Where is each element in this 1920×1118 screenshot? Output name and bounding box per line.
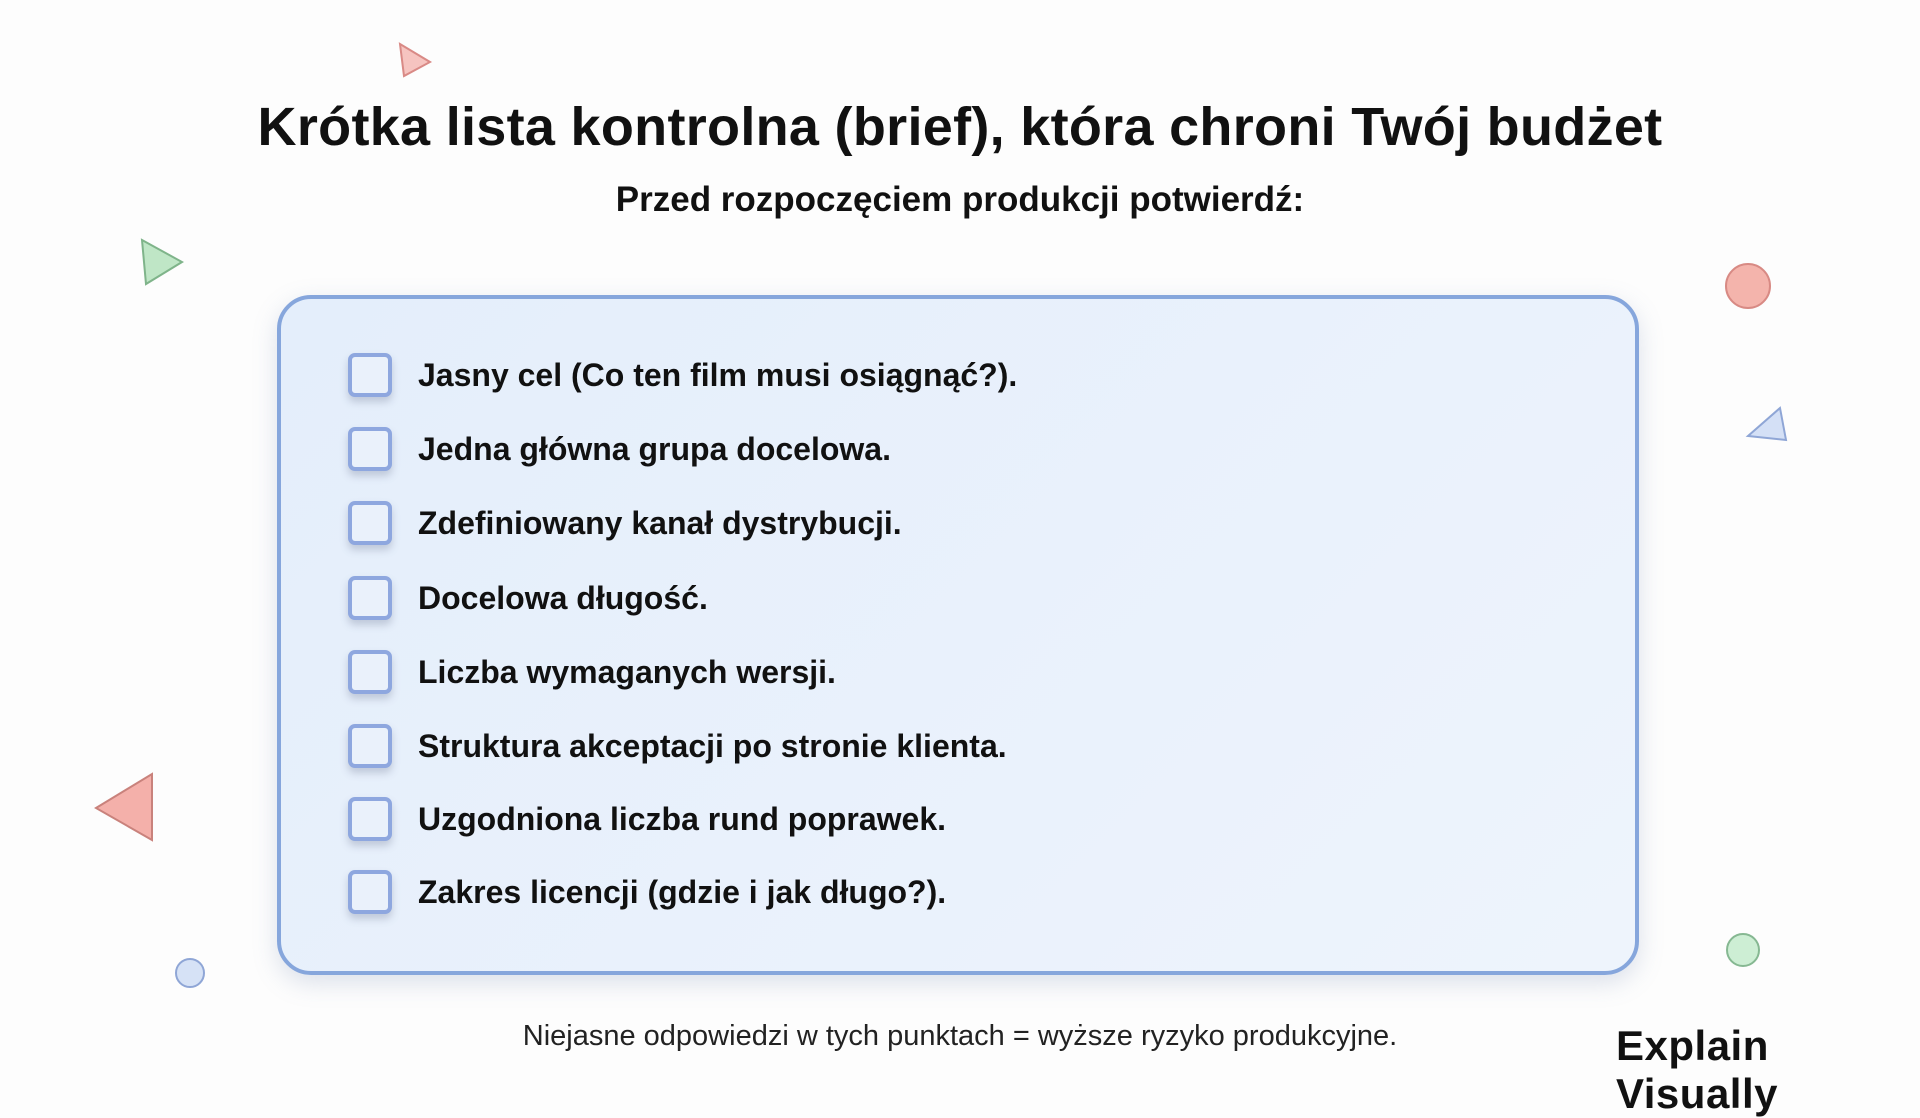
checklist-item-label: Jedna główna grupa docelowa. xyxy=(418,430,891,467)
checkbox[interactable] xyxy=(348,797,392,841)
page-title: Krótka lista kontrolna (brief), która chroni Twój budżet xyxy=(257,97,1663,157)
checklist-item-label: Uzgodniona liczba rund poprawek. xyxy=(418,800,947,837)
triangle-icon xyxy=(1748,408,1786,440)
circle-icon xyxy=(1727,934,1759,966)
circle-icon xyxy=(1726,264,1770,308)
checklist-item[interactable] xyxy=(348,351,1017,399)
checklist-item-label: Zakres licencji (gdzie i jak długo?). xyxy=(418,873,947,910)
triangle-icon xyxy=(142,240,182,284)
circle-icon xyxy=(176,959,204,987)
triangle-icon xyxy=(96,774,152,840)
checklist-item[interactable] xyxy=(348,425,891,473)
checkbox[interactable] xyxy=(348,650,392,694)
checklist-item-label: Jasny cel (Co ten film musi osiągnąć?). xyxy=(418,356,1018,393)
checklist-item-label: Docelowa długość. xyxy=(418,579,708,616)
page-subtitle: Przed rozpoczęciem produkcji potwierdź: xyxy=(615,180,1305,219)
checklist-item[interactable] xyxy=(348,722,1007,770)
triangle-icon xyxy=(400,44,430,76)
checkbox[interactable] xyxy=(348,724,392,768)
checklist-item-label: Zdefiniowany kanał dystrybucji. xyxy=(418,504,902,541)
checklist-item-label: Struktura akceptacji po stronie klienta. xyxy=(418,727,1007,764)
checklist-item[interactable] xyxy=(348,868,946,916)
checklist-item[interactable] xyxy=(348,499,902,547)
checkbox[interactable] xyxy=(348,427,392,471)
checklist-item[interactable] xyxy=(348,795,946,843)
checklist-item[interactable] xyxy=(348,574,708,622)
checklist-item-label: Liczba wymaganych wersji. xyxy=(418,653,836,690)
checkbox[interactable] xyxy=(348,501,392,545)
checkbox[interactable] xyxy=(348,870,392,914)
checkbox[interactable] xyxy=(348,353,392,397)
brand-logo: Explain Visually xyxy=(1616,1022,1778,1117)
checkbox[interactable] xyxy=(348,576,392,620)
footer-note: Niejasne odpowiedzi w tych punktach = wyższe ryzyko produkcyjne. xyxy=(522,1020,1398,1052)
checklist-item[interactable] xyxy=(348,648,836,696)
